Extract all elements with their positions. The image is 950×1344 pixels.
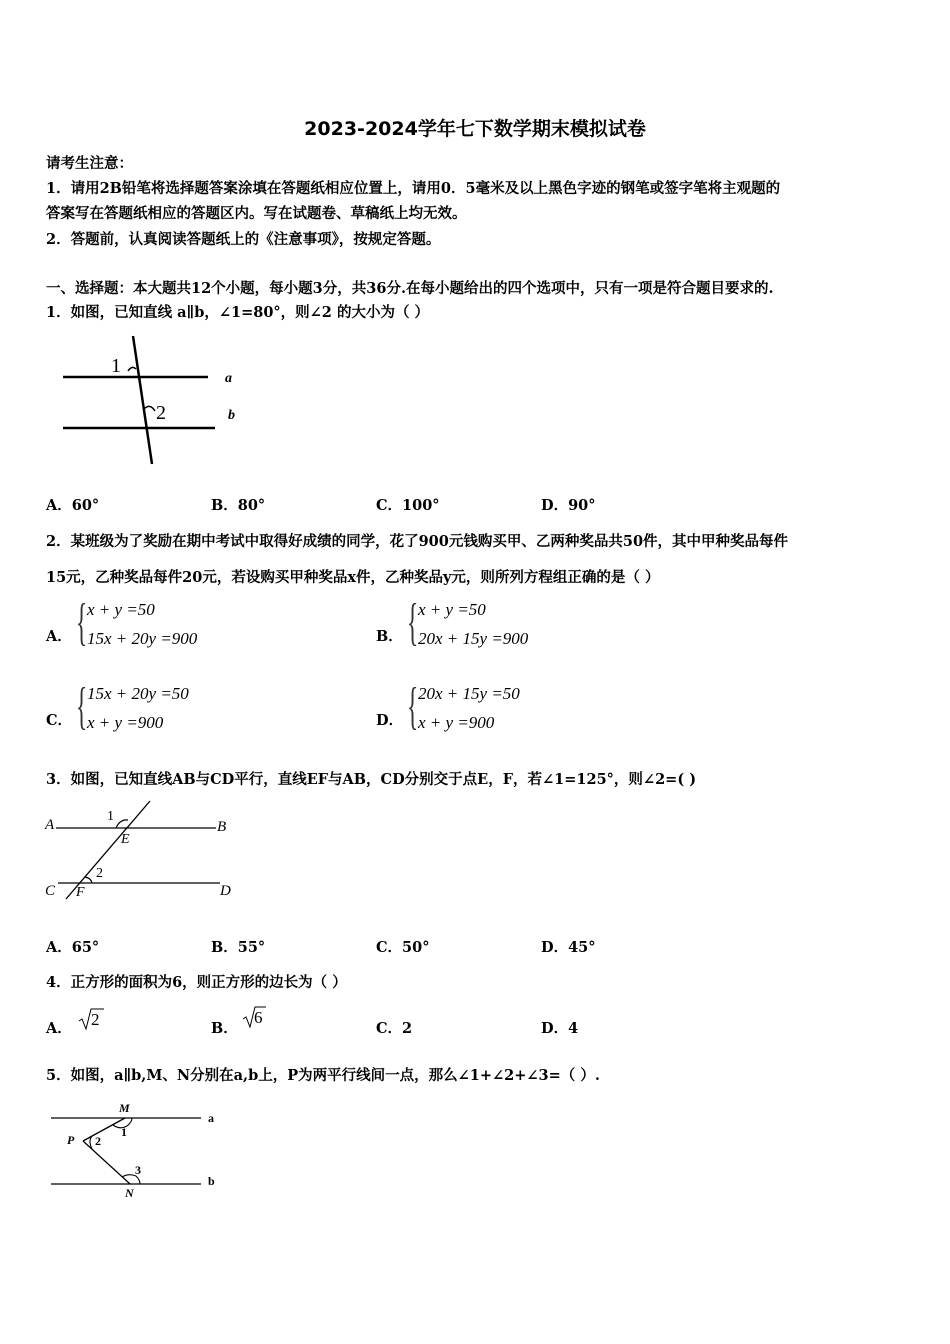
q1-label-b: b xyxy=(228,408,235,423)
q3-option-b: B．55° xyxy=(211,939,266,956)
q2-option-a-brace: { xyxy=(76,594,88,651)
q2-option-a-eq2: 15x + 20y =900 xyxy=(87,629,198,648)
q1-label-2: 2 xyxy=(156,402,166,424)
q1-option-d: D．90° xyxy=(541,497,596,514)
notice-item-1-line-2: 答案写在答题纸相应的答题区内。写在试题卷、草稿纸上均无效。 xyxy=(46,205,467,222)
q5-label-a: a xyxy=(208,1111,214,1125)
q4-option-c: C．2 xyxy=(376,1020,413,1037)
q2-stem-line-1: 2．某班级为了奖励在期中考试中取得好成绩的同学，花了900元钱购买甲、乙两种奖品共50件，其中甲种奖品每件 xyxy=(46,533,789,550)
q2-option-d-eq1: 20x + 15y =50 xyxy=(418,684,520,703)
q5-figure xyxy=(48,1098,228,1203)
q5-segment-mp xyxy=(83,1118,125,1141)
q5-label-2: 2 xyxy=(95,1134,101,1148)
q5-segment-pn xyxy=(83,1141,130,1184)
q4-option-a-sqrt-icon xyxy=(78,1008,92,1030)
q2-option-c-eq1: 15x + 20y =50 xyxy=(87,684,189,703)
q3-label-1: 1 xyxy=(107,809,114,824)
q3-label-b: B xyxy=(217,819,227,835)
q2-option-a-label: A． xyxy=(46,628,72,645)
notice-item-2: 2．答题前，认真阅读答题纸上的《注意事项》，按规定答题。 xyxy=(46,231,441,248)
q4-stem: 4．正方形的面积为6，则正方形的边长为（ ） xyxy=(46,974,347,991)
q3-angle-2-arc xyxy=(85,877,92,883)
q3-option-a: A．65° xyxy=(46,939,100,956)
q4-option-a-label: A． xyxy=(46,1020,72,1037)
q1-transversal xyxy=(133,336,152,464)
q2-option-c-label: C． xyxy=(46,712,73,729)
q2-option-b-brace: { xyxy=(407,594,419,651)
q1-angle-1-arc xyxy=(128,367,136,371)
q2-option-b-eq1: x + y =50 xyxy=(418,600,486,619)
q3-stem: 3．如图，已知直线AB与CD平行，直线EF与AB，CD分别交于点E，F，若∠1=125°，则∠2=( ) xyxy=(46,771,697,788)
q4-option-b-value: 6 xyxy=(254,1008,263,1027)
q1-label-1: 1 xyxy=(111,355,121,377)
q5-label-n: N xyxy=(125,1186,134,1200)
q2-option-c-eq2: x + y =900 xyxy=(87,713,164,732)
q2-option-c-brace: { xyxy=(76,678,88,735)
q5-label-3: 3 xyxy=(135,1163,141,1177)
q5-label-1: 1 xyxy=(121,1125,127,1139)
q3-figure xyxy=(44,798,244,903)
q4-option-a-value: 2 xyxy=(91,1010,100,1029)
q1-label-a: a xyxy=(225,371,232,386)
q2-option-b-eq2: 20x + 15y =900 xyxy=(418,629,529,648)
q3-angle-1-arc xyxy=(116,820,128,828)
q3-label-d: D xyxy=(220,883,231,899)
q1-figure xyxy=(60,333,250,468)
q3-label-e: E xyxy=(121,832,130,847)
q2-option-a-eq1: x + y =50 xyxy=(87,600,155,619)
q3-option-c: C．50° xyxy=(376,939,430,956)
q2-option-d-label: D． xyxy=(376,712,404,729)
q3-label-2: 2 xyxy=(96,866,103,881)
page-title: 2023-2024学年七下数学期末模拟试卷 xyxy=(304,118,646,140)
q3-label-c: C xyxy=(45,883,56,899)
q2-option-d-eq2: x + y =900 xyxy=(418,713,495,732)
q2-option-b-label: B． xyxy=(376,628,403,645)
q5-label-m: M xyxy=(119,1101,130,1115)
section-1-heading: 一、选择题：本大题共12个小题，每小题3分，共36分.在每小题给出的四个选项中，只有一项是符合题目要求的. xyxy=(46,280,774,297)
q2-stem-line-2: 15元，乙种奖品每件20元，若设购买甲种奖品x件，乙种奖品y元，则所列方程组正确的是（ ） xyxy=(46,569,660,586)
q1-angle-2-arc xyxy=(144,406,155,411)
q1-option-b: B．80° xyxy=(211,497,266,514)
q3-label-f: F xyxy=(76,885,85,900)
notice-heading: 请考生注意： xyxy=(46,155,133,172)
q1-option-a: A．60° xyxy=(46,497,100,514)
q1-option-c: C．100° xyxy=(376,497,440,514)
q4-option-d: D．4 xyxy=(541,1020,579,1037)
q5-label-b: b xyxy=(208,1174,215,1188)
q1-stem: 1．如图，已知直线 a∥b，∠1=80°，则∠2 的大小为（ ） xyxy=(46,304,429,321)
q5-label-p: P xyxy=(67,1133,75,1147)
q2-option-d-brace: { xyxy=(407,678,419,735)
notice-item-1-line-1: 1．请用2B铅笔将选择题答案涂填在答题纸相应位置上，请用0．5毫米及以上黑色字迹的钢笔或签字笔将主观题的 xyxy=(46,180,781,197)
q3-label-a: A xyxy=(45,817,55,833)
q4-option-b-label: B． xyxy=(211,1020,238,1037)
q3-option-d: D．45° xyxy=(541,939,596,956)
q5-stem: 5．如图，a∥b,M、N分别在a,b上，P为两平行线间一点，那么∠1+∠2+∠3=（ ）. xyxy=(46,1067,600,1084)
